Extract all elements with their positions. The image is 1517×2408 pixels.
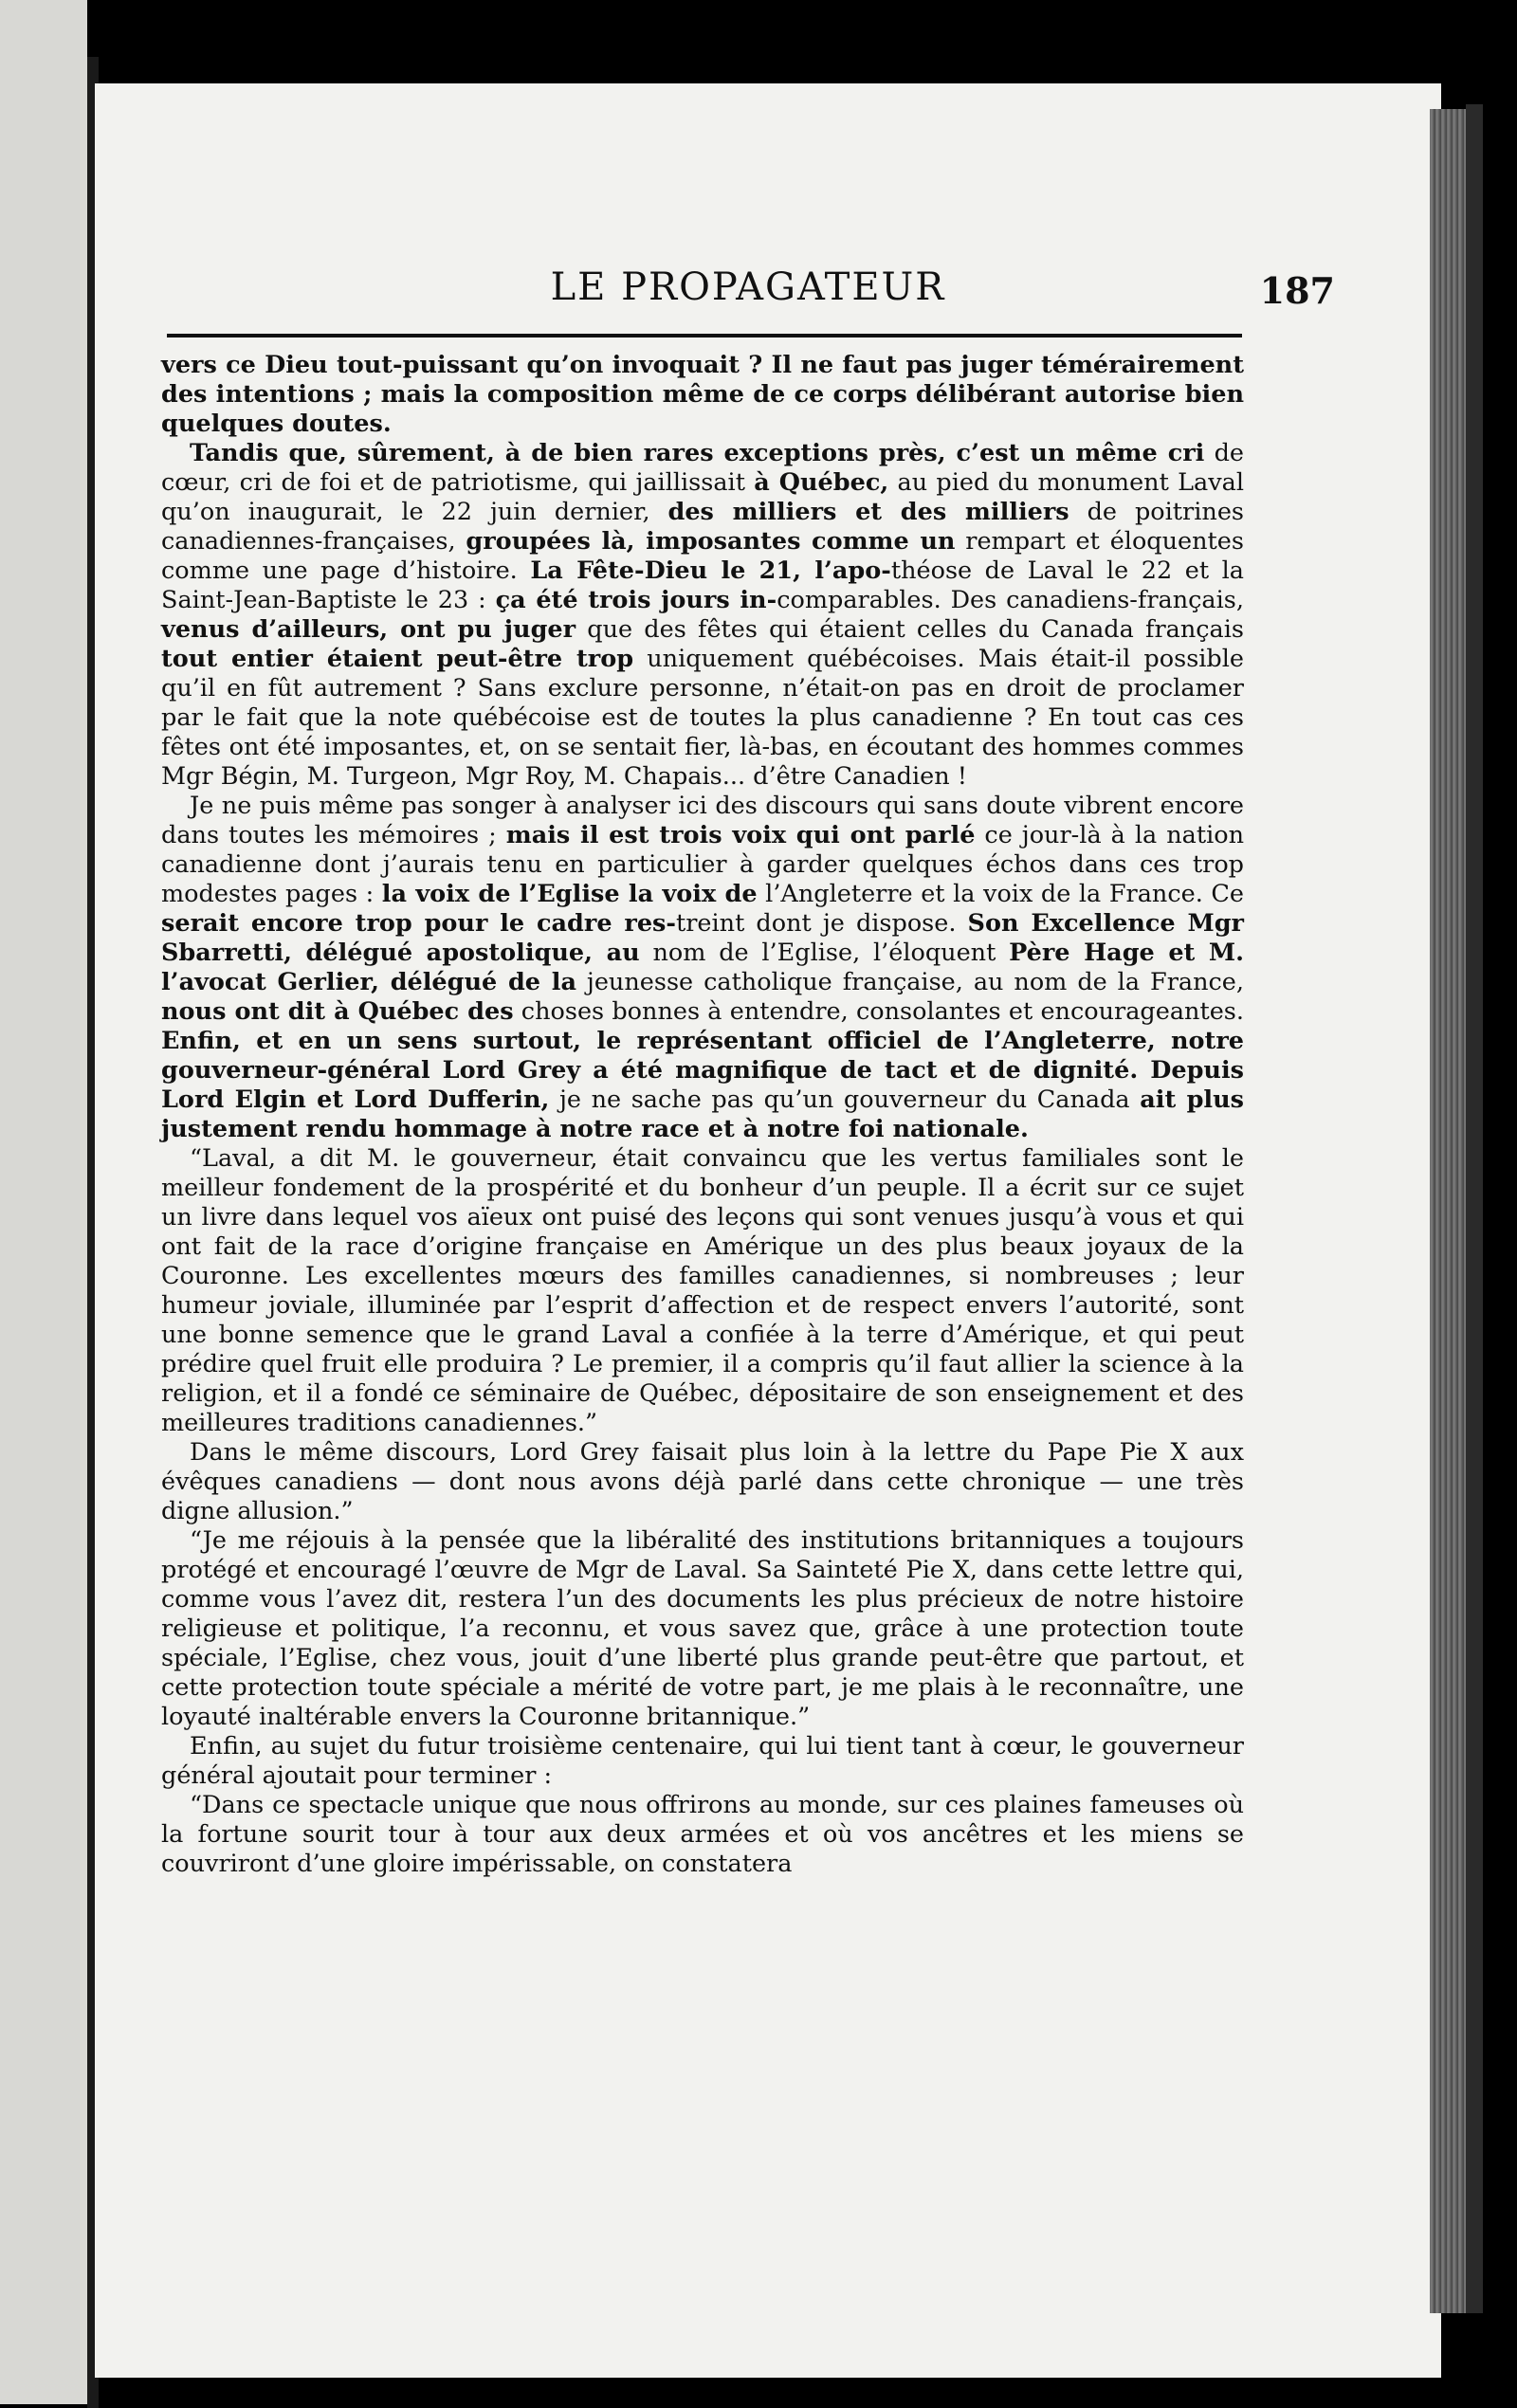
paragraph-5 bbox=[161, 1438, 1244, 1526]
text-run: de cœur, cri de foi et de patriotisme, qui jaillissait bbox=[161, 439, 1244, 497]
header-rule bbox=[167, 334, 1242, 337]
text-run: jeunesse catholique française, au nom de la France, bbox=[576, 968, 1244, 996]
page-stack-edge bbox=[1430, 109, 1466, 2313]
text-run: de poitrines canadiennes-françaises, bbox=[161, 498, 1244, 556]
paragraph-4 bbox=[161, 1144, 1244, 1438]
paragraph-3 bbox=[161, 792, 1244, 1144]
text-run: “Je me réjouis à la pensée que la libéralité des institutions britanniques a toujours protégé et encouragé l’œuvre de Mgr de Laval. Sa Sainteté Pie X, dans cette lettre qui, comme vous l’avez dit, restera l’un des documents les plus précieux de notre histoire religieuse et politique, l’a reconnu, et vous savez que, grâce à une protection toute spéciale, l’Eglise, chez vous, jouit d’une liberté plus grande peut-être que partout, et cette protection toute spéciale a mérité de votre part, je me plais à le reconnaître, une loyauté inaltérable envers la Couronne britannique.” bbox=[161, 1526, 1244, 1731]
text-run: venus d’ailleurs, ont pu juger bbox=[161, 615, 576, 644]
text-run: Je ne puis même pas songer à analyser ici des discours qui sans doute vibrent encore dans toutes les mémoires ; bbox=[161, 792, 1244, 849]
text-run: au pied du monument Laval qu’on inaugurait, le 22 juin dernier, bbox=[161, 468, 1245, 526]
text-run: Dans le même discours, Lord Grey faisait plus loin à la lettre du Pape Pie X aux évêques canadiens — dont nous avons déjà parlé dans cette chronique — une très digne allusion.” bbox=[161, 1438, 1244, 1525]
text-run: ça été trois jours in- bbox=[495, 586, 777, 614]
text-run: à Québec, bbox=[754, 468, 889, 497]
text-run: tout entier étaient peut-être trop bbox=[161, 645, 634, 673]
text-run: serait encore trop pour le cadre res- bbox=[161, 909, 676, 938]
page-number: 187 bbox=[1259, 269, 1335, 312]
text-run: théose de Laval le 22 et la Saint-Jean-Baptiste le 23 : bbox=[161, 556, 1244, 614]
paragraph-1 bbox=[161, 351, 1244, 439]
text-run: uniquement québécoises. Mais était-il possible qu’il en fût autrement ? Sans exclure personne, n’était-on pas en droit de proclamer par le fait que la note québécoise est de toutes la plus canadienne ? En tout cas ces fêtes ont été imposantes, et, on se sentait fier, là-bas, en écoutant des hommes commes Mgr Bégin, M. Turgeon, Mgr Roy, M. Chapais... d’être Canadien ! bbox=[161, 645, 1245, 791]
text-run: que des fêtes qui étaient celles du Canada français bbox=[576, 615, 1244, 644]
text-run: la voix de l’Eglise la voix de bbox=[381, 880, 758, 908]
text-run: Enfin, au sujet du futur troisième centenaire, qui lui tient tant à cœur, le gouverneur général ajoutait pour terminer : bbox=[161, 1732, 1244, 1790]
text-run: Père Hage et M. l’avocat Gerlier, délégué de la bbox=[161, 939, 1244, 996]
page-stack-shadow bbox=[1466, 104, 1483, 2313]
text-run: “Laval, a dit M. le gouverneur, était convaincu que les vertus familiales sont le meilleur fondement de la prospérité et du bonheur d’un peuple. Il a écrit sur ce sujet un livre dans lequel vos aïeux ont puisé des leçons qui sont venues jusqu’à vous et qui ont fait de la race d’origine française en Amérique un des plus beaux joyaux de la Couronne. Les excellentes mœurs des familles canadiennes, si nombreuses ; leur humeur joviale, illuminée par l’esprit d’affection et de respect envers l’autorité, sont une bonne semence que le grand Laval a confiée à la terre d’Amérique, et qui peut prédire quel fruit elle produira ? Le premier, il a compris qu’il faut allier la science à la religion, et il a fondé ce séminaire de Québec, dépositaire de son enseignement et des meilleures traditions canadiennes.” bbox=[161, 1144, 1244, 1437]
text-run: La Fête-Dieu le 21, l’apo- bbox=[530, 556, 891, 585]
text-run: l’Angleterre et la voix de la France. Ce bbox=[757, 880, 1244, 908]
text-run: Tandis que, sûrement, à de bien rares exceptions près, c’est un même cri bbox=[190, 439, 1205, 467]
text-run: Son Excellence Mgr Sbarretti, délégué apostolique, au bbox=[161, 909, 1244, 967]
paragraph-7 bbox=[161, 1732, 1244, 1791]
text-run: ce jour-là à la nation canadienne dont j’aurais tenu en particulier à garder quelques échos dans ces trop modestes pages : bbox=[161, 821, 1244, 908]
text-run: je ne sache pas qu’un gouverneur du Canada bbox=[549, 1085, 1141, 1114]
text-run: vers ce Dieu tout-puissant qu’on invoquait ? Il ne faut pas juger témérairement des intentions ; mais la composition même de ce corps délibérant autorise bien quelques doutes. bbox=[161, 351, 1244, 438]
text-run: choses bonnes à entendre, consolantes et encourageantes. bbox=[513, 997, 1244, 1026]
article-body bbox=[161, 351, 1244, 1879]
text-run: rempart et éloquentes comme une page d’histoire. bbox=[161, 527, 1244, 585]
paragraph-8 bbox=[161, 1791, 1244, 1879]
text-run: nom de l’Eglise, l’éloquent bbox=[639, 939, 1010, 967]
text-run: comparables. Des canadiens-français, bbox=[777, 586, 1244, 614]
text-run: Enfin, et en un sens surtout, le représentant officiel de l’Angleterre, notre gouverneur-général Lord Grey a été magnifique de tact et de dignité. Depuis Lord Elgin et Lord Dufferin, bbox=[161, 1027, 1244, 1114]
text-run: groupées là, imposantes comme un bbox=[466, 527, 956, 556]
text-run: ait plus justement rendu hommage à notre race et à notre foi nationale. bbox=[161, 1085, 1245, 1143]
text-run: “Dans ce spectacle unique que nous offrirons au monde, sur ces plaines fameuses où la fortune sourit tour à tour aux deux armées et où vos ancêtres et les miens se couvriront d’une gloire impérissable, on constatera bbox=[161, 1791, 1244, 1878]
facing-page-edge bbox=[0, 0, 87, 2404]
paragraph-2 bbox=[161, 439, 1244, 792]
paragraph-6 bbox=[161, 1526, 1244, 1732]
running-title: LE PROPAGATEUR bbox=[550, 265, 946, 309]
text-run: treint dont je dispose. bbox=[676, 909, 968, 938]
text-run: des milliers et des milliers bbox=[667, 498, 1069, 526]
text-run: nous ont dit à Québec des bbox=[161, 997, 514, 1026]
text-run: mais il est trois voix qui ont parlé bbox=[505, 821, 976, 849]
page-header bbox=[161, 265, 1335, 322]
